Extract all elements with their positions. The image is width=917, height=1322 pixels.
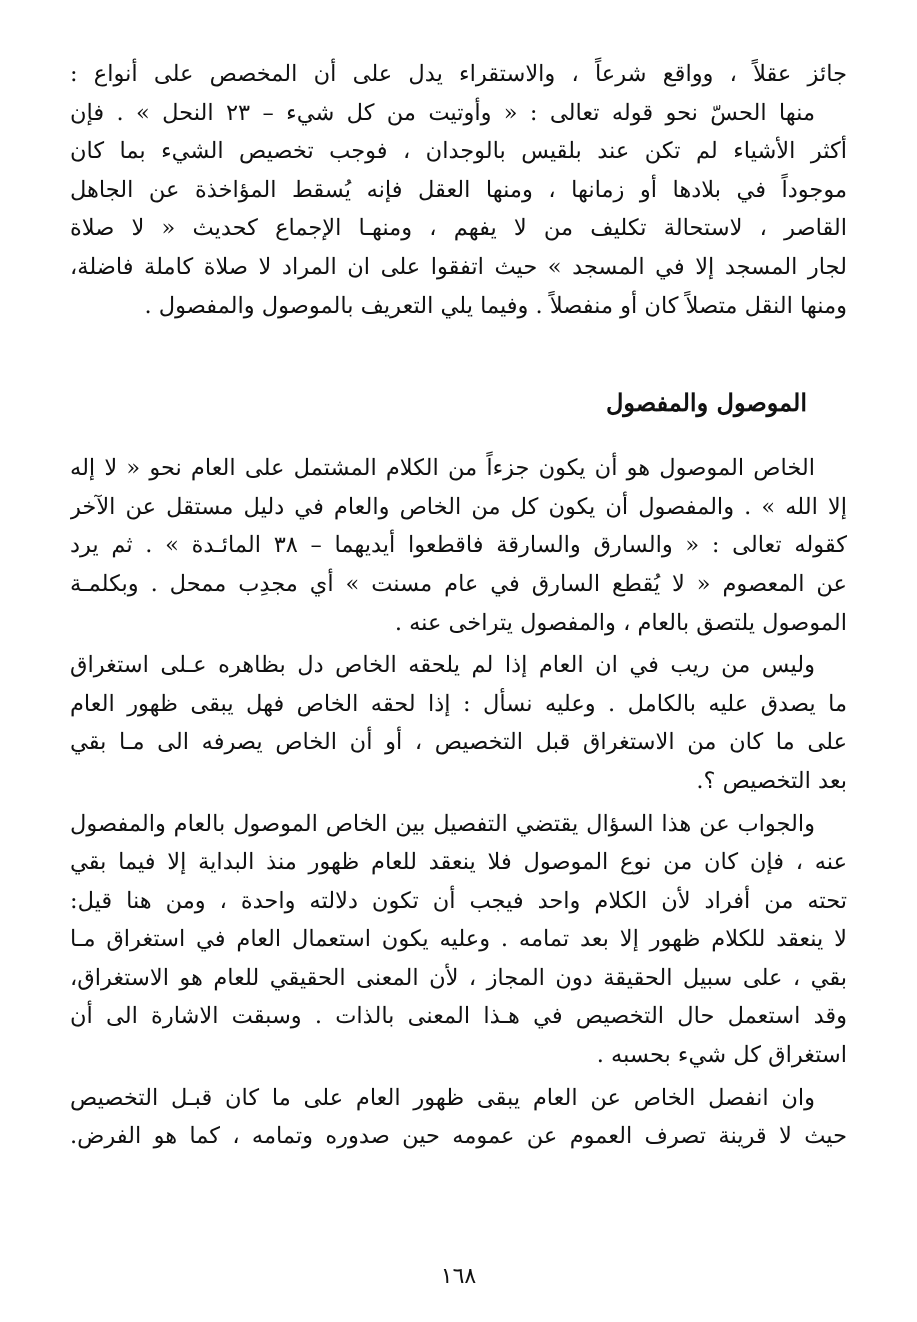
text-line: حيث لا قرينة تصرف العموم عن عمومه حين صدوره وتمامه ، كما هو الفرض. xyxy=(70,1123,847,1150)
text-line: تحته من أفراد لأن الكلام واحد فيجب أن تكون دلالته واحدة ، ومن هنا قيل: xyxy=(70,887,847,914)
intro-block xyxy=(70,55,847,325)
text-line: ما يصدق عليه بالكامل . وعليه نسأل : إذا لحقه الخاص فهل يبقى ظهور العام xyxy=(70,690,847,717)
page-number: ١٦٨ xyxy=(440,1264,477,1289)
text-line: على ما كان من الاستغراق قبل التخصيص ، أو أن الخاص يصرفه الى مـا بقي xyxy=(70,729,847,756)
text-line: جائز عقلاً ، وواقع شرعاً ، والاستقراء يدل على أن المخصص على أنواع : xyxy=(70,61,847,87)
text-line: وان انفصل الخاص عن العام يبقى ظهور العام على ما كان قبـل التخصيص xyxy=(70,1084,815,1111)
paragraph xyxy=(70,805,847,1075)
paragraph xyxy=(70,646,847,800)
text-line: عن المعصوم « لا يُقطع السارق في عام مسنت » أي مجدِب ممحل . وبكلمـة xyxy=(70,570,847,597)
book-page xyxy=(70,55,847,1156)
text-line: أكثر الأشياء لم تكن عند بلقيس بالوجدان ، فوجب تخصيص الشيء بما كان xyxy=(70,138,847,165)
text-line: لا ينعقد للكلام ظهور إلا بعد تمامه . وعليه يكون استعمال العام في استغراق مـا xyxy=(70,926,847,953)
text-line: وليس من ريب في ان العام إذا لم يلحقه الخاص دل بظاهره عـلى استغراق xyxy=(70,652,815,679)
section-heading: الموصول والمفصول xyxy=(605,388,807,418)
text-line: والجواب عن هذا السؤال يقتضي التفصيل بين الخاص الموصول بالعام والمفصول xyxy=(70,810,815,837)
text-line: الموصول يلتصق بالعام ، والمفصول يتراخى عنه . xyxy=(394,609,847,636)
text-line: منها الحسّ نحو قوله تعالى : « وأوتيت من كل شيء – ٢٣ النحل » . فإن xyxy=(70,99,815,126)
text-line: إلا الله » . والمفصول أن يكون كل من الخاص والعام في دليل مستقل عن الآخر xyxy=(70,493,847,520)
text-line: بعد التخصيص ؟. xyxy=(696,767,847,794)
paragraph xyxy=(70,449,847,642)
text-line: القاصر ، لاستحالة تكليف من لا يفهم ، ومنهـا الإجماع كحديث « لا صلاة xyxy=(70,215,847,242)
text-line: موجوداً في بلادها أو زمانها ، ومنها العقل فإنه يُسقط المؤاخذة عن الجاهل xyxy=(70,176,847,203)
paragraph xyxy=(70,1079,847,1156)
text-line: ومنها النقل متصلاً كان أو منفصلاً . وفيما يلي التعريف بالموصول والمفصول . xyxy=(144,292,847,319)
text-line: الخاص الموصول هو أن يكون جزءاً من الكلام المشتمل على العام نحو « لا إله xyxy=(70,455,815,482)
text-line: استغراق كل شيء بحسبه . xyxy=(596,1042,847,1069)
text-line: عنه ، فإن كان من نوع الموصول فلا ينعقد للعام ظهور منذ البداية إلا فيما بقي xyxy=(70,849,847,876)
text-line: وقد استعمل حال التخصيص في هـذا المعنى بالذات . وسبقت الاشارة الى أن xyxy=(70,1003,847,1030)
text-line: كقوله تعالى : « والسارق والسارقة فاقطعوا أيديهما – ٣٨ المائـدة » . ثم يرد xyxy=(70,532,847,559)
text-line: بقي ، على سبيل الحقيقة دون المجاز ، لأن المعنى الحقيقي للعام هو الاستغراق، xyxy=(70,964,847,991)
text-line: لجار المسجد إلا في المسجد » حيث اتفقوا على ان المراد لا صلاة كاملة فاضلة، xyxy=(70,253,847,280)
